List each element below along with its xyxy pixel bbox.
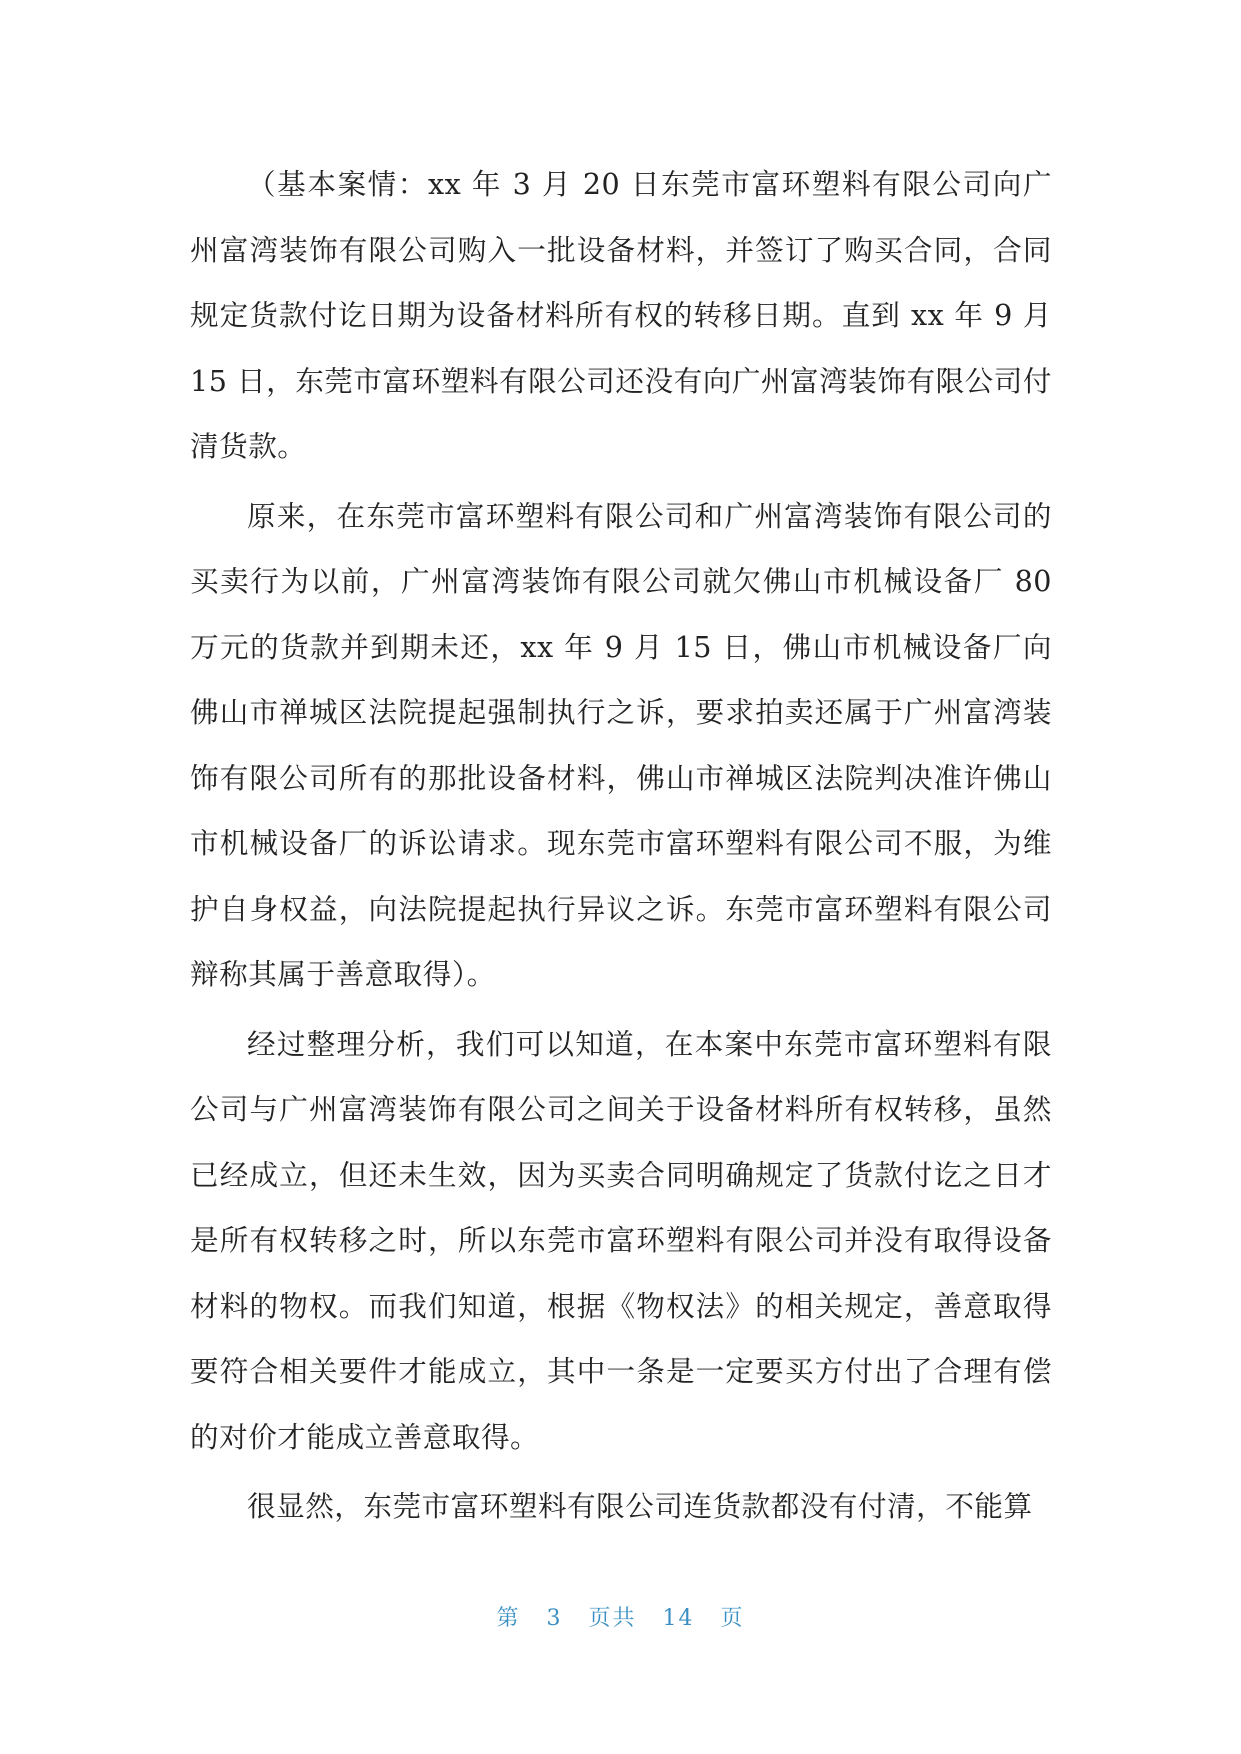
paragraph-conclusion: 很显然，东莞市富环塑料有限公司连货款都没有付清，不能算 bbox=[247, 1489, 1033, 1523]
page-footer bbox=[0, 1601, 1241, 1632]
footer-middle: 页共 bbox=[588, 1606, 637, 1631]
footer-suffix: 页 bbox=[720, 1606, 745, 1631]
paragraph-analysis: 经过整理分析，我们可以知道，在本案中东莞市富环塑料有限公司与广州富湾装饰有限公司之间关于设备材料所有权转移，虽然已经成立，但还未生效，因为买卖合同明确规定了货款付讫之日才是所有权转移之时，所以东莞市富环塑料有限公司并没有取得设备材料的物权。而我们知道，根据《物权法》的相关规定，善意取得要符合相关要件才能成立，其中一条是一定要买方付出了合理有偿的对价才能成立善意取得。 bbox=[190, 1026, 1052, 1454]
paragraph-case-facts: （基本案情：xx 年 3 月 20 日东莞市富环塑料有限公司向广州富湾装饰有限公司购入一批设备材料，并签订了购买合同，合同规定货款付讫日期为设备材料所有权的转移日期。直到 xx 年 9 月 15 日，东莞市富环塑料有限公司还没有向广州富湾装饰有限公司付清货款。 bbox=[190, 167, 1052, 463]
footer-current-page: 3 bbox=[546, 1606, 563, 1631]
footer-prefix: 第 bbox=[496, 1606, 521, 1631]
paragraph-background: 原来，在东莞市富环塑料有限公司和广州富湾装饰有限公司的买卖行为以前，广州富湾装饰有限公司就欠佛山市机械设备厂 80 万元的货款并到期未还，xx 年 9 月 15 日，佛山市机械设备厂向佛山市禅城区法院提起强制执行之诉，要求拍卖还属于广州富湾装饰有限公司所有的那批设备材料，佛山市禅城区法院判决准许佛山市机械设备厂的诉讼请求。现东莞市富环塑料有限公司不服，为维护自身权益，向法院提起执行异议之诉。东莞市富环塑料有限公司辩称其属于善意取得）。 bbox=[190, 498, 1052, 991]
footer-total-pages: 14 bbox=[662, 1606, 695, 1631]
document-body bbox=[190, 152, 1052, 1544]
